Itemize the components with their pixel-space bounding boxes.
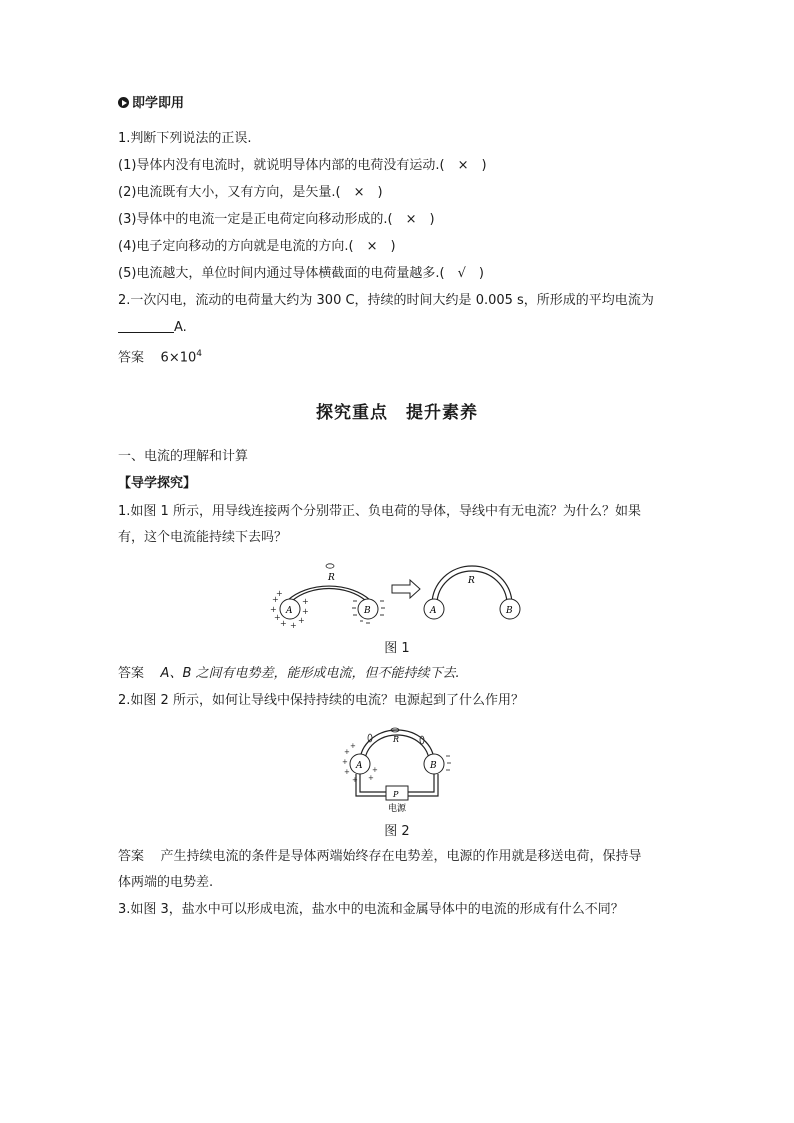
- svg-text:+: +: [270, 605, 277, 614]
- practice-header: 即学即用: [118, 95, 184, 113]
- svg-text:R: R: [468, 576, 475, 586]
- judgment-item: (4)电子定向移动的方向就是电流的方向.( × ): [118, 239, 396, 254]
- svg-text:P: P: [393, 790, 399, 799]
- svg-text:+: +: [280, 619, 287, 628]
- answer-2-cont: 体两端的电势差.: [118, 875, 214, 890]
- svg-text:A: A: [430, 606, 437, 616]
- judgment-item: (3)导体中的电流一定是正电荷定向移动形成的.( × ): [118, 212, 435, 227]
- svg-text:+: +: [368, 774, 374, 782]
- conductor-b-label: B: [364, 606, 371, 616]
- inquiry-question-3: 3.如图 3，盐水中可以形成电流，盐水中的电流和金属导体中的电流的形成有什么不同？: [118, 902, 624, 917]
- svg-text:+: +: [342, 758, 348, 766]
- answer-1: [118, 665, 460, 683]
- answer-blank: [118, 319, 174, 333]
- answer-text: 产生持续电流的条件是导体两端始终存在电势差，电源的作用就是移送电荷，保持导: [160, 849, 642, 864]
- guided-inquiry-tag: 【导学探究】: [118, 476, 197, 491]
- answer-text: A、B 之间有电势差，能形成电流，但不能持续下去.: [160, 666, 460, 681]
- question-2-text: 2.一次闪电，流动的电荷量大约为 300 C，持续的时间大约是 0.005 s，所形成的平均电流为: [118, 293, 654, 308]
- inquiry-question-1-cont: 有，这个电流能持续下去吗？: [118, 530, 288, 545]
- answer-label: 答案: [118, 350, 145, 366]
- resistor-label: R: [328, 573, 335, 583]
- judgment-item: (5)电流越大，单位时间内通过导体横截面的电荷量越多.( √ ): [118, 266, 484, 281]
- charge-symbol: [326, 564, 334, 568]
- answer-exponent: 4: [196, 349, 202, 359]
- svg-text:+: +: [274, 613, 281, 622]
- svg-text:+: +: [272, 595, 279, 604]
- play-circle-icon: [118, 97, 129, 108]
- inquiry-question-2: 2.如图 2 所示，如何让导线中保持持续的电流？电源起到了什么作用？: [118, 693, 524, 708]
- arrow-icon: [392, 580, 420, 598]
- svg-text:+: +: [344, 748, 350, 756]
- answer-label: 答案: [118, 666, 145, 681]
- question-1-title: 1.判断下列说法的正误.: [118, 131, 252, 146]
- svg-text:+: +: [352, 776, 358, 784]
- answer-2: [118, 848, 642, 866]
- svg-text:+: +: [302, 607, 309, 616]
- svg-text:+: +: [350, 742, 356, 750]
- svg-text:+: +: [344, 768, 350, 776]
- svg-text:R: R: [393, 735, 400, 744]
- practice-answer: [118, 345, 202, 367]
- figure-1: [262, 556, 532, 636]
- answer-label: 答案: [118, 849, 145, 864]
- figure-1-caption: 图 1: [384, 641, 410, 656]
- judgment-item: (1)导体内没有电流时，就说明导体内部的电荷没有运动.( × ): [118, 158, 487, 173]
- svg-text:+: +: [290, 621, 297, 630]
- unit-label: A.: [174, 320, 187, 335]
- figure-2-caption: 图 2: [384, 824, 410, 839]
- figure-2: [338, 716, 458, 816]
- conductor-a-label: A: [286, 606, 293, 616]
- subsection-heading: 一、电流的理解和计算: [118, 449, 249, 464]
- svg-text:+: +: [298, 616, 305, 625]
- svg-text:+: +: [372, 766, 378, 774]
- inquiry-question-1: 1.如图 1 所示，用导线连接两个分别带正、负电荷的导体，导线中有无电流？为什么？如果: [118, 504, 641, 519]
- question-2-answer-line: [118, 319, 187, 337]
- svg-text:A: A: [356, 761, 363, 771]
- svg-text:+: +: [276, 589, 283, 598]
- answer-value: 6×10: [160, 350, 197, 366]
- svg-text:+: +: [302, 597, 309, 606]
- judgment-item: (2)电流既有大小，又有方向，是矢量.( × ): [118, 185, 383, 200]
- svg-text:B: B: [430, 761, 437, 771]
- section-title: 探究重点 提升素养: [316, 403, 478, 423]
- svg-text:B: B: [506, 606, 513, 616]
- power-source-label: 电源: [388, 804, 407, 814]
